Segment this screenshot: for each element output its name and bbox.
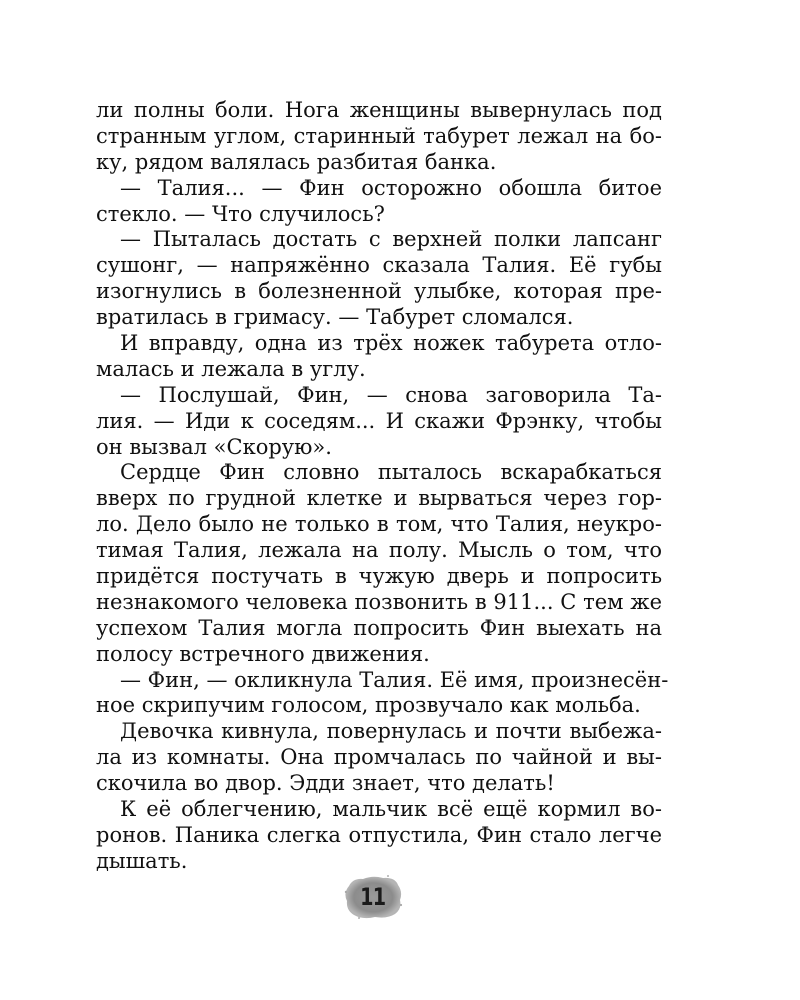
text-line: Девочка кивнула, повернулась и почти выбежа- [120,719,662,744]
text-line: — Фин, — окликнула Талия. Её имя, произнесён- [120,667,669,692]
text-line: К её облегчению, мальчик всё ещё кормил во- [120,797,662,822]
text-line: сушонг, — напряжённо сказала Талия. Её губы [96,253,662,278]
text-line: ли полны боли. Нога женщины вывернулась под [96,98,662,122]
text-line: тимая Талия, лежала на полу. Мысль о том, что [96,538,662,563]
text-line: ное скрипучим голосом, прозвучало как мольба. [96,693,641,718]
text-line: скочила во двор. Эдди знает, что делать! [96,771,555,796]
text-line: — Пыталась достать с верхней полки лапсанг [120,227,662,252]
text-line: полосу встречного движения. [96,641,430,666]
text-line: странным углом, старинный табурет лежал на бо- [96,123,662,148]
text-line: вратилась в гримасу. — Табурет сломался. [96,305,574,330]
text-line: придётся постучать в чужую дверь и попросить [96,564,662,589]
text-line: малась и лежала в углу. [96,356,366,381]
text-line: незнакомого человека позвонить в 911... С тем же [96,589,662,614]
text-line: ку, рядом валялась разбитая банка. [96,149,497,174]
text-line: стекло. — Что случилось? [96,201,385,226]
text-line: успехом Талия могла попросить Фин выехать на [96,615,662,640]
text-line: ло. Дело было не только в том, что Талия, неукро- [96,512,662,537]
body-text [96,98,669,875]
text-line: лия. — Иди к соседям... И скажи Фрэнку, чтобы [96,408,662,433]
text-line: И вправду, одна из трёх ножек табурета отло- [120,331,662,356]
text-line: дышать. [96,848,188,873]
page-number [341,872,405,922]
text-line: — Талия... — Фин осторожно обошла битое [120,175,662,200]
text-line: вверх по грудной клетке и вырваться через гор- [96,486,662,511]
text-line: ронов. Паника слегка отпустила, Фин стало легче [96,822,662,847]
text-line: ла из комнаты. Она промчалась по чайной и вы- [96,745,662,770]
text-line: Сердце Фин словно пыталось вскарабкаться [120,460,662,485]
text-line: он вызвал «Скорую». [96,434,332,459]
text-line: изогнулись в болезненной улыбке, которая пре- [96,279,662,304]
text-line: — Послушай, Фин, — снова заговорила Та- [120,382,662,407]
page-number-text: 11 [360,883,386,911]
